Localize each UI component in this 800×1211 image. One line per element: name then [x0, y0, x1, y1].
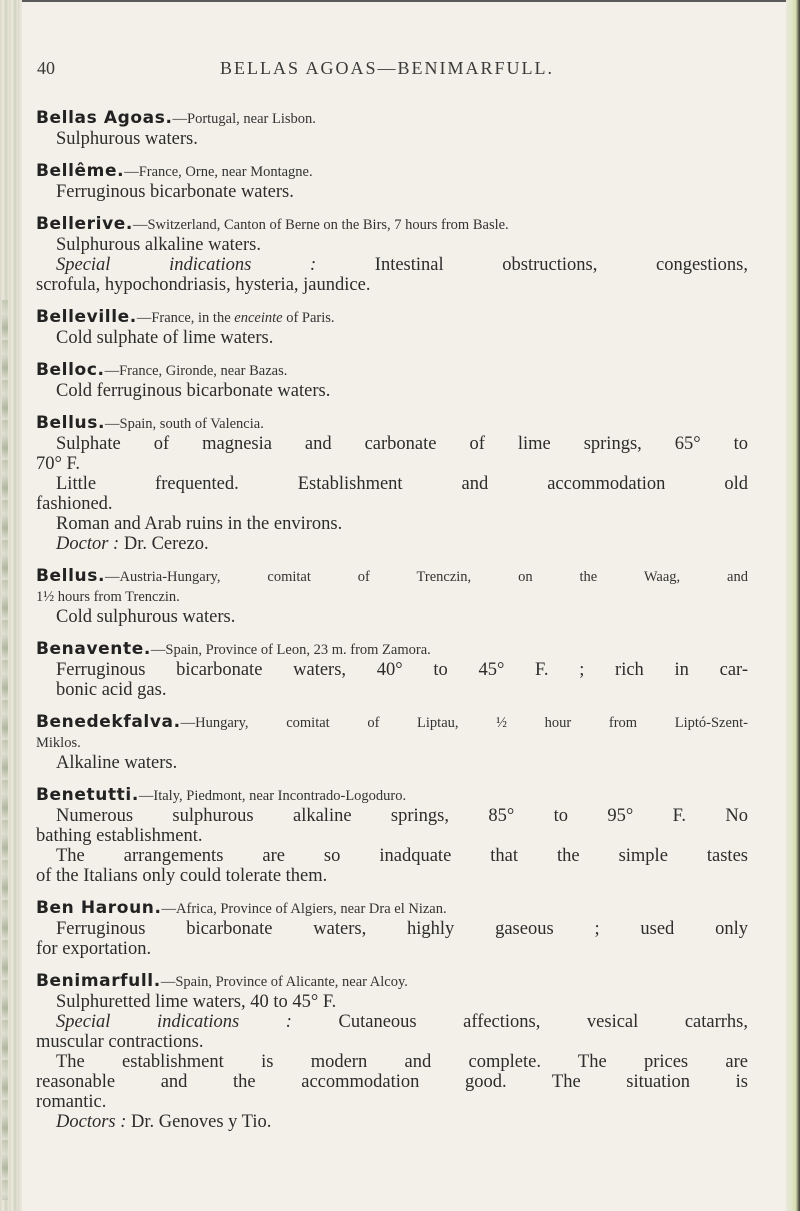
- entry-text-part: Cutaneous affections, vesical catarrhs,: [338, 1012, 749, 1032]
- entry-benetutti: [36, 785, 748, 886]
- entry-name: Belloc.: [36, 360, 105, 380]
- entry-location-part: —France, in the: [136, 310, 235, 326]
- entry-name: Bellême.: [36, 161, 125, 181]
- entry-text: 70° F.: [36, 454, 80, 474]
- entry-name: Benedekfalva.: [36, 712, 181, 732]
- entry-text-part: Dr. Cerezo.: [123, 534, 209, 554]
- entry-name: Ben Haroun.: [36, 898, 162, 918]
- entry-text: Ferruginous bicarbonate waters, 40° to 45° F. ; rich in car-: [56, 660, 748, 680]
- entry-text: bonic acid gas.: [56, 680, 167, 700]
- entry-text: Ferruginous bicarbonate waters, highly gaseous ; used only: [56, 919, 748, 939]
- top-rule: [0, 0, 800, 2]
- entry-bellas-agoas: [36, 108, 748, 149]
- page-right-edge: [786, 0, 800, 1211]
- entry-location: —Hungary, comitat of Liptau, ½ hour from Liptó-Szent-: [180, 715, 748, 731]
- entry-location: —Spain, Province of Leon, 23 m. from Zamora.: [150, 642, 431, 658]
- entry-text: scrofula, hypochondriasis, hysteria, jaundice.: [36, 275, 371, 295]
- entry-text: [36, 534, 748, 554]
- entry-location: [137, 310, 335, 326]
- entry-text: Alkaline waters.: [56, 753, 178, 773]
- entry-location-cont: Miklos.: [36, 735, 81, 751]
- entry-text: Sulphate of magnesia and carbonate of lime springs, 65° to: [56, 434, 748, 454]
- entry-location: —Spain, Province of Alicante, near Alcoy.: [160, 974, 408, 990]
- entry-name: Bellerive.: [36, 214, 133, 234]
- entry-name: Belleville.: [36, 307, 137, 327]
- entry-belleme: [36, 161, 748, 202]
- entry-text: bathing establishment.: [36, 826, 203, 846]
- entry-text: Cold sulphate of lime waters.: [56, 328, 274, 348]
- entry-text: [36, 1112, 748, 1132]
- entry-location: —Italy, Piedmont, near Incontrado-Logoduro.: [138, 788, 407, 804]
- entry-benedekfalva: [36, 712, 748, 773]
- entry-text-part: Intestinal obstructions, congestions,: [374, 255, 748, 275]
- entry-text: Cold ferruginous bicarbonate waters.: [56, 381, 331, 401]
- entry-bellus-hungary: [36, 566, 748, 627]
- page-number: 40: [37, 58, 55, 78]
- entry-text: Numerous sulphurous alkaline springs, 85° to 95° F. No: [56, 806, 748, 826]
- entry-benavente: [36, 639, 748, 700]
- entry-text: Sulphuretted lime waters, 40 to 45° F.: [56, 992, 337, 1012]
- entry-bellerive: [36, 214, 748, 295]
- entry-text: Little frequented. Establishment and accommodation old: [56, 474, 748, 494]
- entry-text: fashioned.: [36, 494, 113, 514]
- entry-belleville: [36, 307, 748, 348]
- entry-text: [36, 1012, 748, 1032]
- entry-text: romantic.: [36, 1092, 107, 1112]
- entry-text: Cold sulphurous waters.: [56, 607, 236, 627]
- entry-bellus-spain: [36, 413, 748, 554]
- entry-text: [36, 255, 748, 275]
- entry-name: Benavente.: [36, 639, 151, 659]
- entry-name: Benimarfull.: [36, 971, 161, 991]
- entry-name: Bellas Agoas.: [36, 108, 173, 128]
- entry-ben-haroun: [36, 898, 748, 959]
- entry-belloc: [36, 360, 748, 401]
- entry-text: The arrangements are so inadquate that the simple tastes: [56, 846, 748, 866]
- doctor-label: Doctor :: [56, 534, 120, 554]
- entry-name: Bellus.: [36, 413, 106, 433]
- entry-location: —Switzerland, Canton of Berne on the Birs, 7 hours from Basle.: [132, 217, 509, 233]
- entry-text: Sulphurous waters.: [56, 129, 198, 149]
- entry-location: —Africa, Province of Algiers, near Dra el Nizan.: [161, 901, 447, 917]
- entry-location-italic: enceinte: [234, 310, 283, 326]
- doctors-label: Doctors :: [56, 1112, 127, 1132]
- entry-name: Benetutti.: [36, 785, 139, 805]
- special-indications-label: Special indications :: [56, 255, 317, 275]
- entry-text: for exportation.: [36, 939, 152, 959]
- page-header: [37, 58, 737, 86]
- entry-location: —Portugal, near Lisbon.: [172, 111, 316, 127]
- entry-text-part: Dr. Genoves y Tio.: [131, 1112, 272, 1132]
- running-head: BELLAS AGOAS—BENIMARFULL.: [219, 58, 555, 78]
- page-body: [36, 108, 748, 1144]
- entry-location: —Spain, south of Valencia.: [105, 416, 264, 432]
- special-indications-label: Special indications :: [56, 1012, 292, 1032]
- entry-text: Roman and Arab ruins in the environs.: [56, 514, 343, 534]
- entry-text: reasonable and the accommodation good. The situation is: [36, 1072, 748, 1092]
- entry-text: Ferruginous bicarbonate waters.: [56, 182, 294, 202]
- entry-text: of the Italians only could tolerate them.: [36, 866, 328, 886]
- entry-text: muscular contractions.: [36, 1032, 204, 1052]
- entry-location-part: of Paris.: [282, 310, 335, 326]
- entry-location: —France, Gironde, near Bazas.: [104, 363, 288, 379]
- entry-name: Bellus.: [36, 566, 106, 586]
- entry-text: Sulphurous alkaline waters.: [56, 235, 261, 255]
- page-left-edge-stain: [2, 300, 8, 1200]
- entry-location: —Austria-Hungary, comitat of Trenczin, on the Waag, and: [105, 569, 748, 585]
- entry-location-cont: 1½ hours from Trenczin.: [36, 589, 180, 605]
- entry-text: The establishment is modern and complete. The prices are: [56, 1052, 748, 1072]
- entry-location: —France, Orne, near Montagne.: [124, 164, 313, 180]
- entry-benimarfull: [36, 971, 748, 1132]
